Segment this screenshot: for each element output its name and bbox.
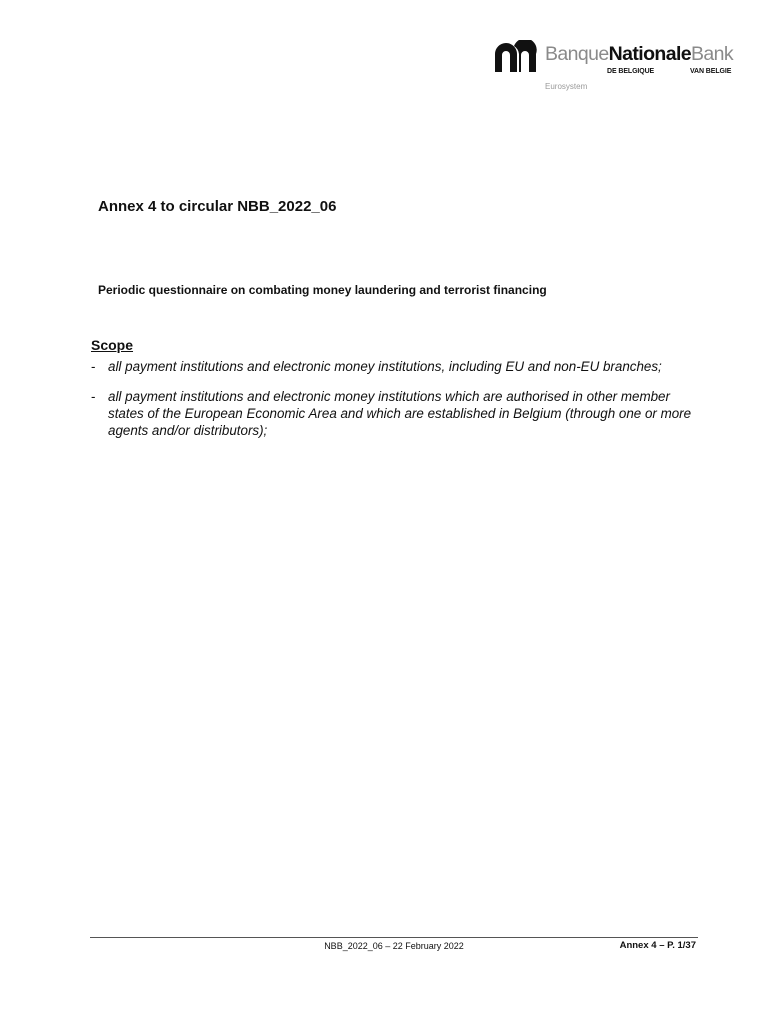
scope-item-text: all payment institutions and electronic money institutions, including EU and non-EU branches; bbox=[108, 359, 662, 374]
list-dash: - bbox=[91, 359, 96, 374]
logo-word-bank: Bank bbox=[691, 43, 734, 65]
footer-divider bbox=[90, 937, 698, 938]
annex-title: Annex 4 to circular NBB_2022_06 bbox=[98, 198, 337, 215]
logo-subtitle-nl: VAN BELGIE bbox=[690, 68, 732, 75]
footer-page-number: Annex 4 – P. 1/37 bbox=[619, 940, 696, 951]
nbb-logo bbox=[492, 38, 742, 98]
logo-word-banque: Banque bbox=[545, 43, 609, 65]
scope-item-text: all payment institutions and electronic money institutions which are authorised in other member states of the European Economic Area and which are established in Belgium (through one or more agents and/or distributors); bbox=[108, 389, 692, 438]
logo-eurosystem: Eurosystem bbox=[545, 82, 588, 91]
nbb-logo-mark-icon bbox=[492, 40, 540, 72]
logo-wordmark bbox=[545, 43, 733, 65]
scope-list bbox=[91, 358, 703, 452]
logo-word-nationale: Nationale bbox=[608, 43, 692, 65]
list-dash: - bbox=[91, 389, 96, 404]
document-subtitle: Periodic questionnaire on combating money laundering and terrorist financing bbox=[98, 283, 547, 297]
logo-subtitle-fr: DE BELGIQUE bbox=[607, 68, 655, 75]
list-item bbox=[91, 358, 703, 375]
scope-heading: Scope bbox=[91, 337, 134, 353]
footer-reference: NBB_2022_06 – 22 February 2022 bbox=[324, 941, 464, 951]
list-item bbox=[91, 388, 703, 439]
